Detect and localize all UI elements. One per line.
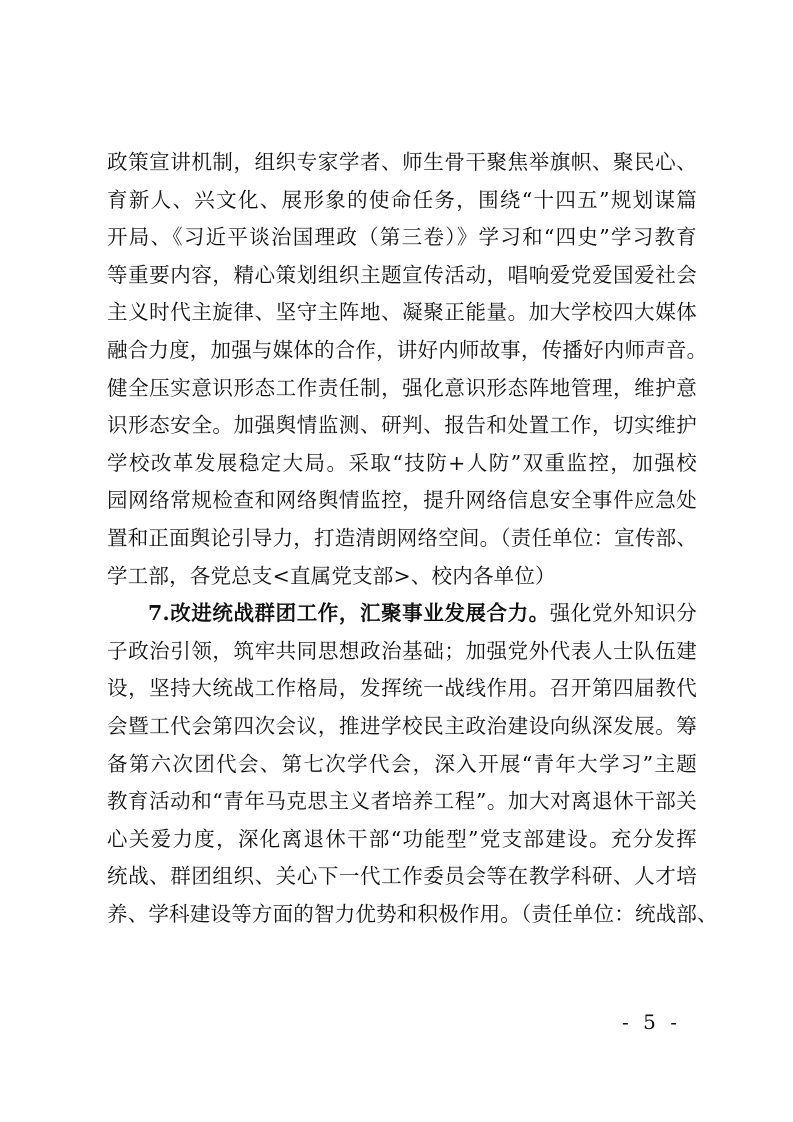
text-line: 等重要内容，精心策划组织主题宣传活动，唱响爱党爱国爱社会 bbox=[107, 262, 697, 287]
text-line: 置和正面舆论引导力，打造清朗网络空间。（责任单位：宣传部、 bbox=[107, 525, 698, 550]
text-line: 心关爱力度，深化离退休干部“功能型”党支部建设。充分发挥 bbox=[107, 826, 697, 851]
text-line: 会暨工代会第四次会议，推进学校民主政治建设向纵深发展。筹 bbox=[107, 713, 697, 738]
section-7-first-line bbox=[107, 595, 697, 633]
text-line: 养、学科建设等方面的智力优势和积极作用。（责任单位：统战部、 bbox=[107, 901, 718, 926]
page-number: - 5 - bbox=[622, 1010, 681, 1034]
text-line: 政策宣讲机制，组织专家学者、师生骨干聚焦举旗帜、聚民心、 bbox=[107, 150, 697, 174]
section-7-first-line-text: 强化党外知识分 bbox=[549, 601, 697, 626]
text-line: 识形态安全。加强舆情监测、研判、报告和处置工作，切实维护 bbox=[107, 413, 697, 438]
text-line: 设，坚持大统战工作格局，发挥统一战线作用。召开第四届教代 bbox=[107, 676, 697, 701]
text-line: 教育活动和“青年马克思主义者培养工程”。加大对离退休干部关 bbox=[107, 789, 697, 814]
text-line: 开局、《习近平谈治国理政（第三卷）》学习和“四史”学习教育 bbox=[107, 225, 697, 250]
text-line: 学校改革发展稳定大局。采取“技防+人防”双重监控，加强校 bbox=[107, 450, 697, 475]
text-line: 育新人、兴文化、展形象的使命任务，围绕“十四五”规划谋篇 bbox=[107, 187, 697, 212]
text-line: 子政治引领，筑牢共同思想政治基础；加强党外代表人士队伍建 bbox=[107, 638, 697, 663]
text-line: 备第六次团代会、第七次学代会，深入开展“青年大学习”主题 bbox=[107, 751, 697, 776]
text-line: 健全压实意识形态工作责任制，强化意识形态阵地管理，维护意 bbox=[107, 375, 697, 400]
section-7-heading: 7.改进统战群团工作，汇聚事业发展合力。 bbox=[148, 601, 550, 626]
text-line: 学工部，各党总支<直属党支部>、校内各单位） bbox=[107, 563, 556, 588]
text-line: 园网络常规检查和网络舆情监控，提升网络信息安全事件应急处 bbox=[107, 488, 697, 513]
text-line: 统战、群团组织、关心下一代工作委员会等在教学科研、人才培 bbox=[107, 864, 697, 889]
text-line: 融合力度，加强与媒体的合作，讲好内师故事，传播好内师声音。 bbox=[107, 337, 708, 362]
text-line: 主义时代主旋律、坚守主阵地、凝聚正能量。加大学校四大媒体 bbox=[107, 300, 697, 325]
body-text bbox=[107, 144, 718, 933]
